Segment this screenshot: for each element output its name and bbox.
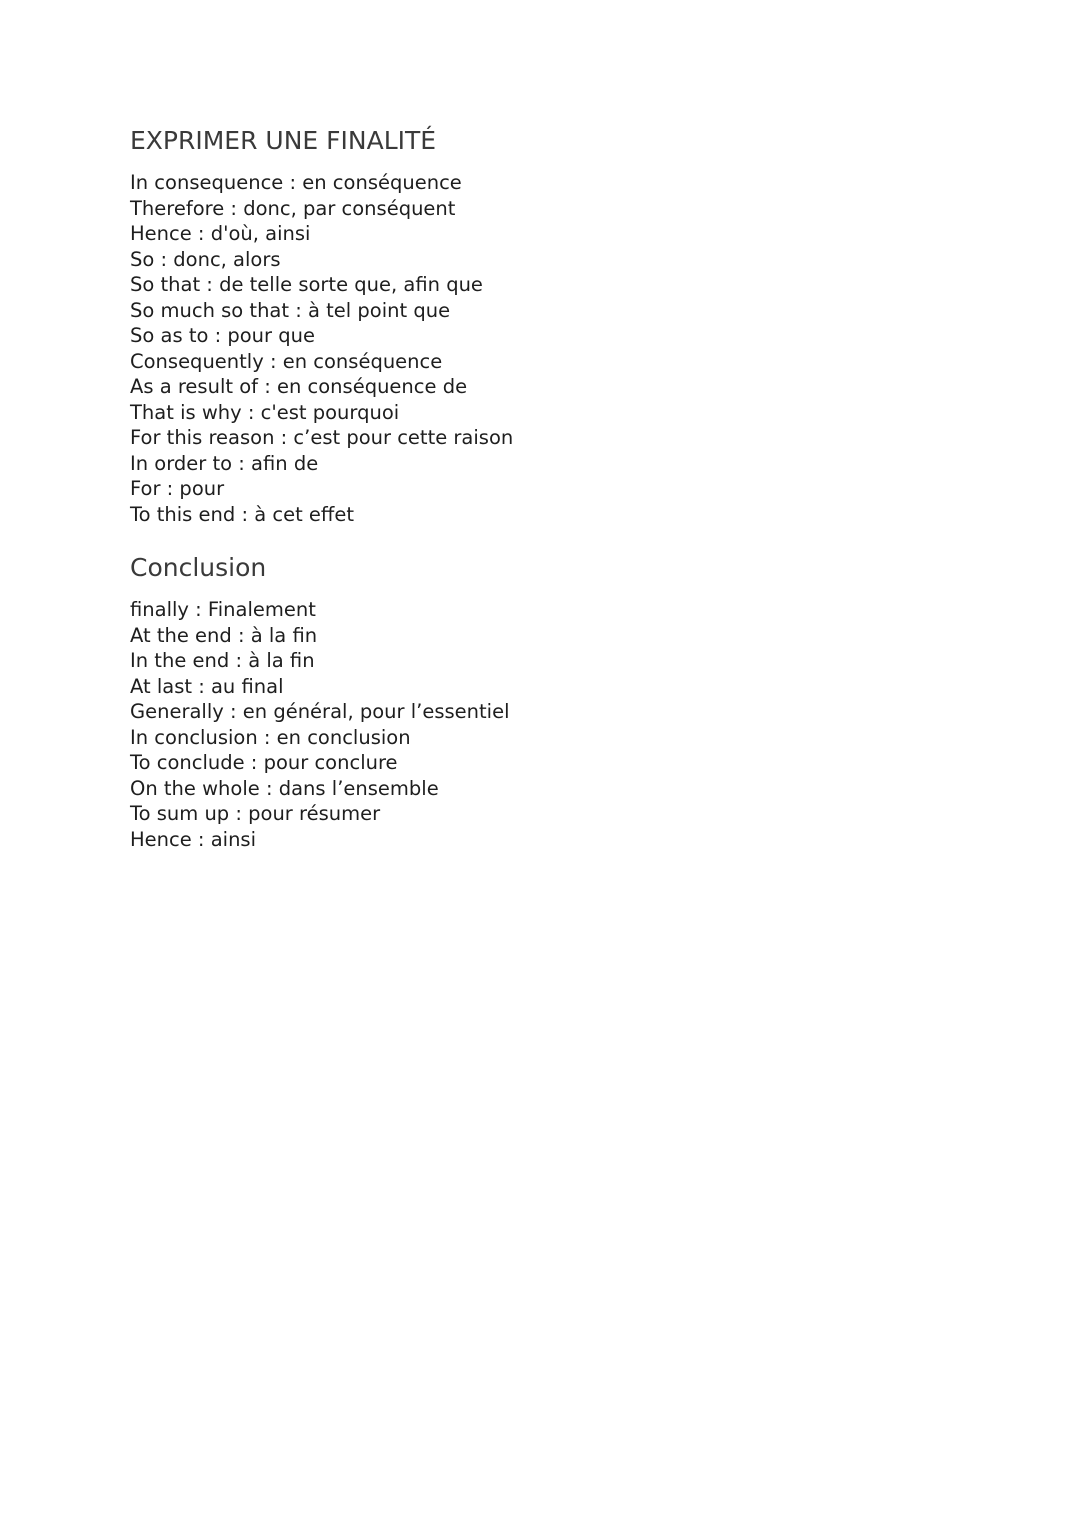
- list-item: Hence : ainsi: [130, 827, 257, 851]
- list-item: Consequently : en conséquence: [130, 349, 443, 373]
- list-item: That is why : c'est pourquoi: [130, 400, 400, 424]
- phrase-list: [130, 597, 690, 852]
- list-item: Therefore : donc, par conséquent: [130, 196, 456, 220]
- list-item: For : pour: [130, 477, 225, 500]
- list-item: As a result of : en conséquence de: [130, 375, 468, 398]
- list-item: To this end : à cet effet: [130, 502, 354, 526]
- list-item: In consequence : en conséquence: [130, 171, 462, 194]
- list-item: At last : au final: [130, 674, 284, 698]
- list-item: For this reason : c’est pour cette raison: [130, 426, 514, 449]
- phrase-list: [130, 170, 690, 527]
- list-item: So : donc, alors: [130, 247, 281, 271]
- list-item: So as to : pour que: [130, 324, 315, 347]
- list-item: In the end : à la fin: [130, 649, 315, 672]
- section-exprimer-une-finalite: [130, 124, 690, 527]
- section-heading: EXPRIMER UNE FINALITÉ: [130, 126, 437, 155]
- section-conclusion: [130, 551, 690, 852]
- section-heading: Conclusion: [130, 553, 267, 582]
- list-item: To conclude : pour conclure: [130, 751, 398, 774]
- list-item: So that : de telle sorte que, afin que: [130, 273, 483, 296]
- list-item: Hence : d'où, ainsi: [130, 222, 311, 245]
- list-item: On the whole : dans l’ensemble: [130, 776, 439, 800]
- list-item: To sum up : pour résumer: [130, 802, 381, 825]
- list-item: Generally : en général, pour l’essentiel: [130, 700, 510, 723]
- list-item: In order to : afin de: [130, 451, 319, 475]
- list-item: finally : Finalement: [130, 598, 316, 621]
- list-item: At the end : à la fin: [130, 623, 318, 647]
- list-item: In conclusion : en conclusion: [130, 725, 411, 749]
- list-item: So much so that : à tel point que: [130, 298, 451, 322]
